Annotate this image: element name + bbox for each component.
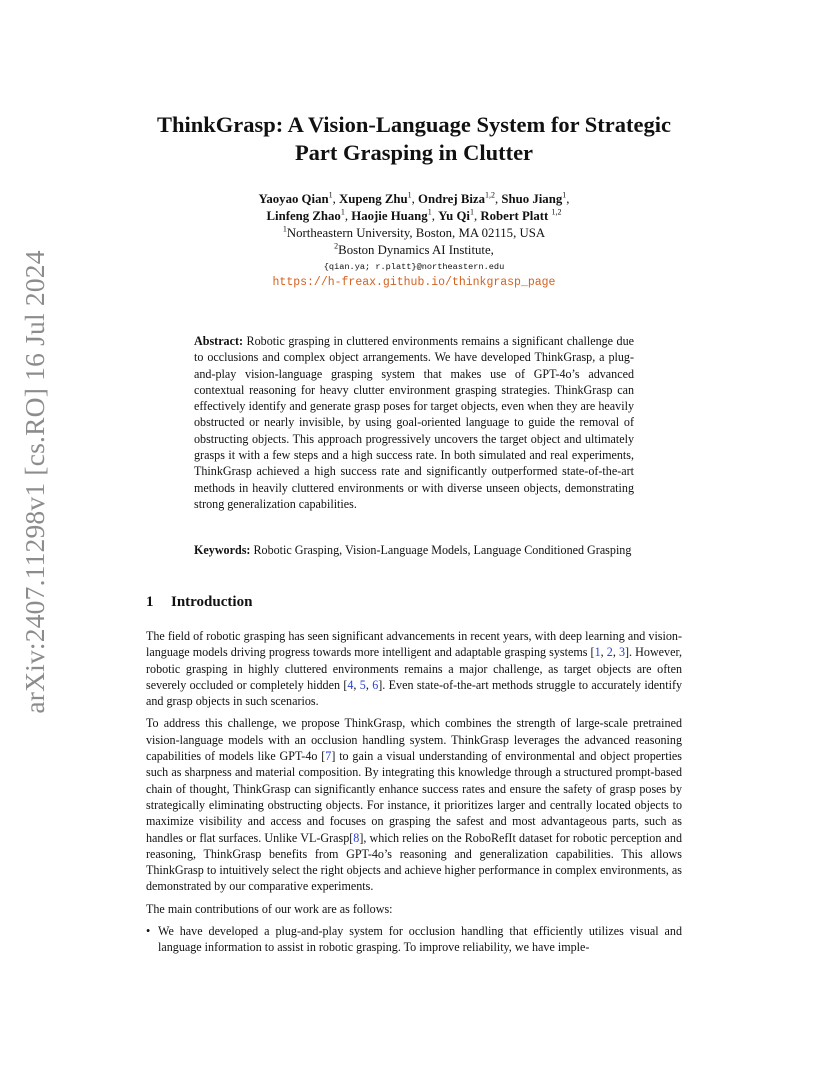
affiliation-text: Boston Dynamics AI Institute, xyxy=(338,243,494,257)
title-line-1: ThinkGrasp: A Vision-Language System for Strategic xyxy=(156,112,671,137)
affiliation-1 xyxy=(130,225,698,242)
bullet-icon: • xyxy=(146,924,151,939)
author-name: Xupeng Zhu xyxy=(339,192,408,206)
project-page-link[interactable]: https://h-freax.github.io/thinkgrasp_page xyxy=(272,276,556,289)
author-affiliation-mark: 1 xyxy=(470,207,474,217)
citation-link[interactable]: 4 xyxy=(347,677,354,692)
title-line-2: Part Grasping in Clutter xyxy=(294,140,534,165)
abstract-text: Robotic grasping in cluttered environments remains a significant challenge due to occlusions and complex object arrangements. We have developed ThinkGrasp, a plug-and-play vision-language grasping system that makes use of GPT-4o’s advanced contextual reasoning for heavy clutter environment grasping strategies. ThinkGrasp can effectively identify and generate grasp poses for target objects, even when they are heavily obstructed or nearly invisible, by using goal-oriented language to guide the removal of obstructing objects. This approach progressively uncovers the target object and ultimately grasps it with a few steps and a high success rate. In both simulated and real experiments, ThinkGrasp achieved a high success rate and significantly outperformed state-of-the-art methods in heavily cluttered environments or with diverse unseen objects, demonstrating strong generalization capabilities. xyxy=(194,334,634,511)
paragraph-text: ]. Even state-of-the-art methods struggle to accurately identify and grasp objects in such scenarios. xyxy=(146,677,683,709)
author-name: Haojie Huang xyxy=(351,209,428,223)
author-name: Ondrej Biza xyxy=(418,192,485,206)
author-affiliation-mark: 1 xyxy=(328,190,333,200)
paragraph-text: ] to gain a visual understanding of environmental and object properties such as sharpness and material composition. By integrating this knowledge through a structured prompt-based chain of thought, ThinkGrasp can significantly enhance success rates and ensure the safety of grasp poses by strategically eliminating obstructing objects. For instance, it prioritizes larger and centrally located objects to maximize visibility and access and focuses on grasping the safest and most advantageous parts, such as handles or flat surfaces. Unlike VL-Grasp[ xyxy=(146,749,683,845)
author-affiliation-mark: 1 xyxy=(427,207,432,217)
citation-link[interactable]: 5 xyxy=(359,677,366,692)
author-affiliation-mark: 1,2 xyxy=(551,207,562,217)
paragraph-1 xyxy=(146,628,682,709)
abstract-label: Abstract: xyxy=(194,334,244,348)
keywords xyxy=(194,542,634,558)
paragraph-3: The main contributions of our work are as follows: xyxy=(146,901,393,916)
list-item-text: We have developed a plug-and-play system for occlusion handling that efficiently utilizes visual and language information to assist in robotic grasping. To improve reliability, we have imple- xyxy=(158,924,682,955)
contribution-list xyxy=(146,923,682,956)
paragraph-text: To address this challenge, we propose ThinkGrasp, which combines the strength of large-scale pretrained vision-language models with an occlusion handling system. ThinkGrasp leverages the advanced reasoning capabilities of models like GPT-4o [ xyxy=(146,716,682,764)
section-heading xyxy=(146,594,252,611)
citation-link[interactable]: 7 xyxy=(325,749,332,764)
section-title: Introduction xyxy=(171,594,253,610)
author-name: Robert Platt xyxy=(480,209,549,223)
separator: , xyxy=(600,645,607,660)
paragraph-2 xyxy=(146,715,682,894)
abstract xyxy=(194,333,634,512)
body-text xyxy=(146,628,682,956)
author-line-2: Linfeng Zhao$^1$, Haojie Huang$^1$, Yu Qi$^1$, Robert Platt $^{1,2}$ xyxy=(266,207,562,223)
separator: , xyxy=(353,677,360,692)
keywords-label: Keywords: xyxy=(194,543,251,557)
citation-link[interactable]: 6 xyxy=(372,677,379,692)
paragraph-text: ], which relies on the RoboRefIt dataset for robotic perception and reasoning, ThinkGrasp benefits from GPT-4o’s reasoning and generalization capabilities. This allows ThinkGrasp to intuitively select the right objects and achieve higher performance in complex environments, as demonstrated by our comparative experiments. xyxy=(146,830,682,894)
author-block xyxy=(130,191,698,291)
author-name: Yu Qi xyxy=(438,209,470,223)
author-affiliation-mark: 1 xyxy=(407,190,412,200)
author-email: {qian.ya; r.platt}@northeastern.edu xyxy=(323,262,505,272)
citation-link[interactable]: 1 xyxy=(594,645,601,660)
affiliation-mark: 1 xyxy=(282,224,287,234)
citation-link[interactable]: 8 xyxy=(353,830,360,845)
author-name: Shuo Jiang xyxy=(501,192,563,206)
author-affiliation-mark: 1 xyxy=(340,207,345,217)
citation-link[interactable]: 2 xyxy=(606,645,613,660)
list-item xyxy=(146,923,682,956)
section-number: 1 xyxy=(146,594,154,610)
separator: , xyxy=(612,645,619,660)
affiliation-text: Northeastern University, Boston, MA 02115, USA xyxy=(286,226,546,240)
affiliation-mark: 2 xyxy=(334,241,339,251)
citation-link[interactable]: 3 xyxy=(618,645,626,660)
author-name: Linfeng Zhao xyxy=(266,209,341,223)
paper-title xyxy=(100,111,728,167)
affiliation-2 xyxy=(130,242,698,259)
author-line-1: Yaoyao Qian$^1$, Xupeng Zhu$^1$, Ondrej Biza$^{1,2}$, Shuo Jiang$^1$, xyxy=(258,190,570,206)
author-name: Yaoyao Qian xyxy=(258,192,329,206)
arxiv-identifier: arXiv:2407.11298v1 [cs.RO] 16 Jul 2024 xyxy=(19,250,50,714)
author-affiliation-mark: 1 xyxy=(562,190,567,200)
arxiv-sidebar xyxy=(12,250,58,714)
paragraph-text: ]. However, robotic grasping in highly cluttered environments remains a major challenge, as target objects are often severely occluded or completely hidden [ xyxy=(146,645,683,692)
paragraph-text: The field of robotic grasping has seen significant advancements in recent years, with deep learning and vision-language models driving progress towards more intelligent and adaptable grasping systems [ xyxy=(146,629,682,660)
author-affiliation-mark: 1,2 xyxy=(485,190,495,200)
keywords-text: Robotic Grasping, Vision-Language Models, Language Conditioned Grasping xyxy=(253,543,632,557)
separator: , xyxy=(365,677,373,692)
